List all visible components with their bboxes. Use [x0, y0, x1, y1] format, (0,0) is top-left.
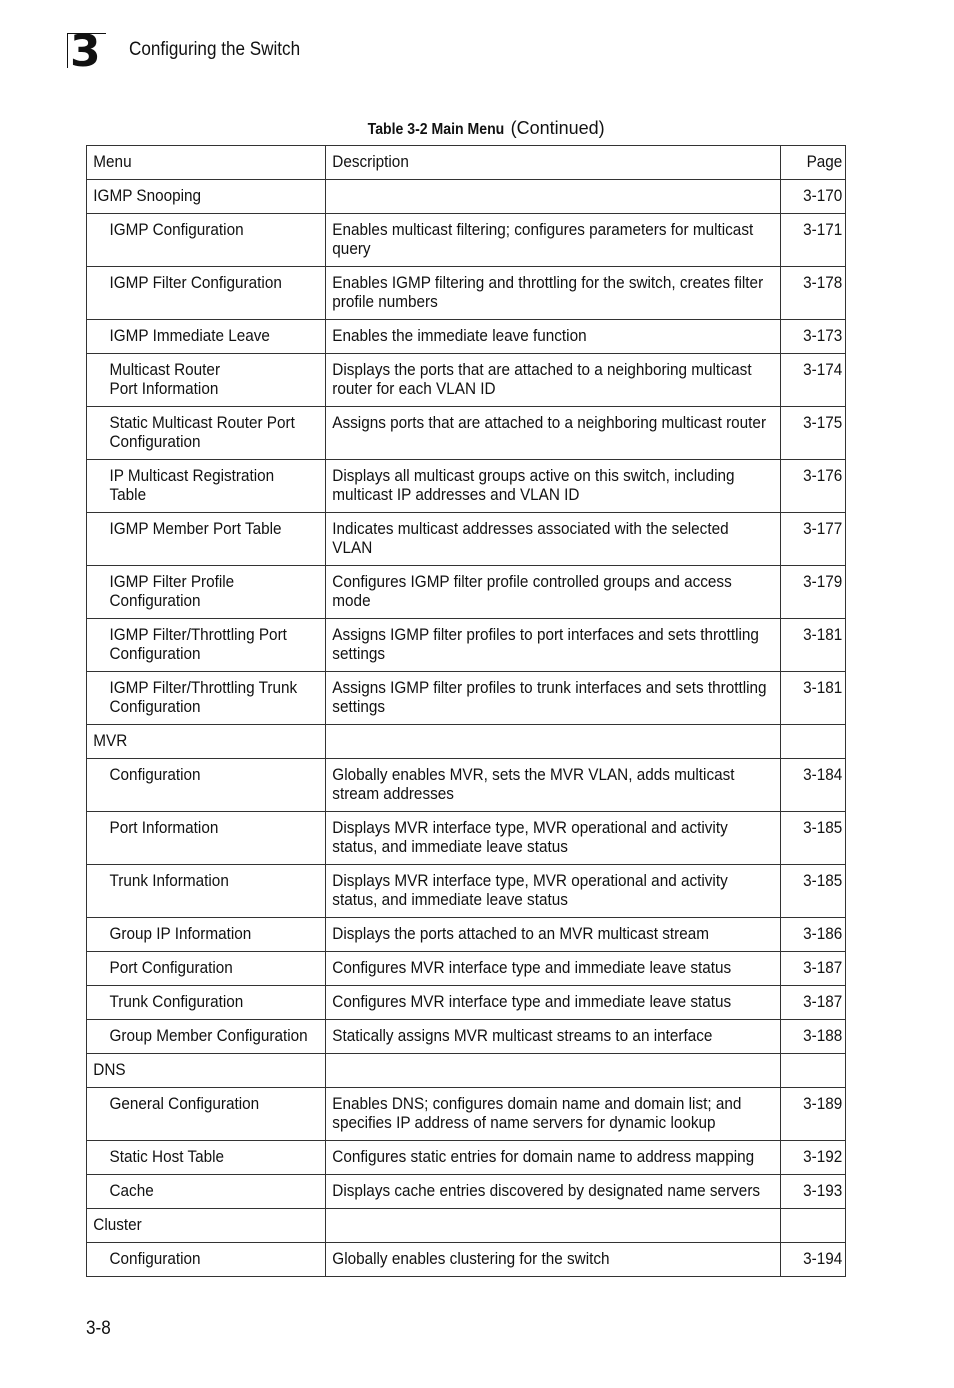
- table-caption: [0, 117, 954, 141]
- page-cell-text: 3-186: [803, 924, 843, 943]
- page-cell: [781, 460, 846, 513]
- page-cell-text: 3-187: [803, 992, 843, 1011]
- table-header-row: [87, 146, 846, 180]
- table-row: [87, 1054, 846, 1088]
- description-cell-text: Assigns ports that are attached to a neighboring multicast router: [332, 413, 767, 432]
- menu-cell: [87, 952, 326, 986]
- description-cell: [326, 1088, 781, 1141]
- menu-cell: [87, 1088, 326, 1141]
- description-cell: [326, 267, 781, 320]
- menu-cell-text: Configuration: [109, 765, 201, 784]
- description-cell-text: Displays the ports attached to an MVR multicast stream: [332, 924, 710, 943]
- table-row: [87, 1020, 846, 1054]
- menu-cell: [87, 267, 326, 320]
- page-cell: [781, 672, 846, 725]
- page-cell: [781, 759, 846, 812]
- menu-cell: [87, 918, 326, 952]
- description-cell: [326, 1209, 781, 1243]
- menu-cell: [87, 1141, 326, 1175]
- menu-cell-text: Group Member Configuration: [109, 1026, 308, 1045]
- description-cell-text: Configures MVR interface type and immediate leave status: [332, 992, 732, 1011]
- description-cell: [326, 214, 781, 267]
- description-cell-text: Configures static entries for domain name to address mapping: [332, 1147, 755, 1166]
- header-page-label: Page: [806, 152, 843, 171]
- page-cell: [781, 214, 846, 267]
- page-cell: [781, 1020, 846, 1054]
- header-cell-menu: [87, 146, 326, 180]
- menu-cell-text: IP Multicast Registration Table: [109, 466, 275, 504]
- description-cell: [326, 865, 781, 918]
- description-cell-text: [326, 725, 735, 731]
- menu-cell: [87, 407, 326, 460]
- description-cell-text: Enables the immediate leave function: [332, 326, 587, 345]
- menu-cell: [87, 180, 326, 214]
- description-cell-text: Globally enables clustering for the switch: [332, 1249, 610, 1268]
- description-cell-text: Displays MVR interface type, MVR operational and activity status, and immediate leave status: [332, 871, 728, 909]
- table-row: [87, 725, 846, 759]
- table-row: [87, 619, 846, 672]
- description-cell: [326, 354, 781, 407]
- page-cell: [781, 1054, 846, 1088]
- menu-cell: [87, 1175, 326, 1209]
- page-cell-text: 3-171: [803, 220, 843, 239]
- table-row: [87, 952, 846, 986]
- table-row: [87, 460, 846, 513]
- menu-cell: [87, 566, 326, 619]
- page-cell: [781, 619, 846, 672]
- table-row: [87, 1088, 846, 1141]
- page-cell: [781, 986, 846, 1020]
- page-cell-text: 3-181: [803, 678, 843, 697]
- description-cell-text: [326, 180, 735, 186]
- page-cell-text: 3-185: [803, 871, 843, 890]
- menu-cell-text: Port Information: [109, 818, 219, 837]
- page-cell: [781, 812, 846, 865]
- menu-cell: [87, 865, 326, 918]
- menu-cell: [87, 1209, 326, 1243]
- menu-cell: [87, 986, 326, 1020]
- description-cell-text: Enables multicast filtering; configures parameters for multicast query: [332, 220, 754, 258]
- page-cell: [781, 267, 846, 320]
- description-cell-text: Indicates multicast addresses associated with the selected VLAN: [332, 519, 729, 557]
- header-cell-page: [781, 146, 846, 180]
- description-cell-text: [326, 1209, 735, 1215]
- description-cell-text: Enables DNS; configures domain name and domain list; and specifies IP address of name servers for dynamic lookup: [332, 1094, 742, 1132]
- page-cell-text: 3-187: [803, 958, 843, 977]
- page-cell: [781, 320, 846, 354]
- description-cell: [326, 513, 781, 566]
- table-row: [87, 407, 846, 460]
- page-cell-text: 3-194: [803, 1249, 843, 1268]
- table-row: [87, 1141, 846, 1175]
- menu-cell: [87, 725, 326, 759]
- table-row: [87, 1209, 846, 1243]
- description-cell: [326, 1020, 781, 1054]
- table-row: [87, 267, 846, 320]
- description-cell: [326, 1141, 781, 1175]
- menu-cell-text: IGMP Filter/Throttling Port Configuration: [109, 625, 287, 663]
- page-cell: [781, 952, 846, 986]
- menu-cell-text: Trunk Configuration: [109, 992, 244, 1011]
- header-description-label: Description: [332, 152, 409, 171]
- description-cell-text: Assigns IGMP filter profiles to port interfaces and sets throttling settings: [332, 625, 759, 663]
- menu-cell-text: MVR: [93, 731, 128, 750]
- table-row: [87, 865, 846, 918]
- description-cell: [326, 918, 781, 952]
- menu-cell: [87, 214, 326, 267]
- menu-cell-text: DNS: [93, 1060, 126, 1079]
- menu-cell-text: Multicast Router Port Information: [109, 360, 221, 398]
- description-cell-text: Displays cache entries discovered by designated name servers: [332, 1181, 761, 1200]
- table-caption-label: Table 3-2 Main Menu: [367, 121, 505, 138]
- description-cell: [326, 566, 781, 619]
- page-cell-text: [787, 725, 845, 731]
- description-cell: [326, 320, 781, 354]
- menu-cell: [87, 1020, 326, 1054]
- description-cell: [326, 986, 781, 1020]
- menu-cell-text: Cluster: [93, 1215, 142, 1234]
- menu-cell: [87, 320, 326, 354]
- table-row: [87, 759, 846, 812]
- description-cell: [326, 812, 781, 865]
- description-cell-text: Displays MVR interface type, MVR operational and activity status, and immediate leave status: [332, 818, 728, 856]
- menu-cell-text: Trunk Information: [109, 871, 229, 890]
- menu-cell-text: Configuration: [109, 1249, 201, 1268]
- menu-cell-text: General Configuration: [109, 1094, 260, 1113]
- page-cell-text: 3-192: [803, 1147, 843, 1166]
- menu-cell-text: Port Configuration: [109, 958, 233, 977]
- table-row: [87, 812, 846, 865]
- page-cell: [781, 566, 846, 619]
- menu-cell: [87, 619, 326, 672]
- page-cell-text: 3-179: [803, 572, 843, 591]
- page-cell-text: 3-177: [803, 519, 843, 538]
- page-cell: [781, 407, 846, 460]
- page-cell: [781, 1141, 846, 1175]
- page-cell: [781, 918, 846, 952]
- page-cell: [781, 1175, 846, 1209]
- page-cell-text: 3-193: [803, 1181, 843, 1200]
- menu-cell: [87, 812, 326, 865]
- page-cell-text: 3-181: [803, 625, 843, 644]
- description-cell: [326, 952, 781, 986]
- description-cell: [326, 407, 781, 460]
- description-cell: [326, 672, 781, 725]
- page-cell-text: [787, 1054, 845, 1060]
- menu-cell-text: Static Multicast Router Port Configuration: [109, 413, 295, 451]
- menu-cell-text: IGMP Configuration: [109, 220, 244, 239]
- menu-cell: [87, 672, 326, 725]
- page-cell-text: 3-185: [803, 818, 843, 837]
- table-row: [87, 354, 846, 407]
- menu-cell: [87, 513, 326, 566]
- description-cell-text: Globally enables MVR, sets the MVR VLAN, adds multicast stream addresses: [332, 765, 735, 803]
- chapter-number: 3: [70, 26, 101, 77]
- description-cell: [326, 1054, 781, 1088]
- page-cell: [781, 1243, 846, 1277]
- page-cell: [781, 513, 846, 566]
- page-cell: [781, 180, 846, 214]
- description-cell-text: Enables IGMP filtering and throttling for the switch, creates filter profile numbers: [332, 273, 764, 311]
- menu-cell: [87, 354, 326, 407]
- main-menu-table: [86, 145, 846, 1277]
- table-row: [87, 1243, 846, 1277]
- table-row: [87, 1175, 846, 1209]
- description-cell: [326, 725, 781, 759]
- page-cell-text: 3-189: [803, 1094, 843, 1113]
- page-cell-text: 3-170: [803, 186, 843, 205]
- chapter-title: Configuring the Switch: [129, 39, 301, 60]
- table-row: [87, 513, 846, 566]
- menu-cell-text: Group IP Information: [109, 924, 252, 943]
- menu-cell-text: IGMP Filter Configuration: [109, 273, 282, 292]
- menu-cell-text: IGMP Filter/Throttling Trunk Configuration: [109, 678, 298, 716]
- menu-cell: [87, 1243, 326, 1277]
- table-row: [87, 566, 846, 619]
- page-cell-text: [787, 1209, 845, 1215]
- menu-cell: [87, 460, 326, 513]
- table-row: [87, 214, 846, 267]
- description-cell-text: Displays all multicast groups active on this switch, including multicast IP addresses and VLAN ID: [332, 466, 735, 504]
- menu-cell: [87, 1054, 326, 1088]
- table-row: [87, 320, 846, 354]
- menu-cell-text: IGMP Member Port Table: [109, 519, 282, 538]
- menu-cell-text: IGMP Immediate Leave: [109, 326, 270, 345]
- menu-cell-text: Cache: [109, 1181, 154, 1200]
- description-cell-text: Statically assigns MVR multicast streams to an interface: [332, 1026, 713, 1045]
- page-cell: [781, 1088, 846, 1141]
- page-cell-text: 3-184: [803, 765, 843, 784]
- menu-cell-text: IGMP Filter Profile Configuration: [109, 572, 235, 610]
- table-row: [87, 986, 846, 1020]
- description-cell-text: [326, 1054, 735, 1060]
- menu-cell-text: Static Host Table: [109, 1147, 225, 1166]
- description-cell: [326, 1175, 781, 1209]
- description-cell: [326, 759, 781, 812]
- description-cell-text: Configures MVR interface type and immediate leave status: [332, 958, 732, 977]
- page-cell: [781, 354, 846, 407]
- header-cell-description: [326, 146, 781, 180]
- page-cell-text: 3-188: [803, 1026, 843, 1045]
- page-cell: [781, 1209, 846, 1243]
- description-cell-text: Assigns IGMP filter profiles to trunk interfaces and sets throttling settings: [332, 678, 767, 716]
- page-number: 3-8: [86, 1318, 111, 1339]
- description-cell-text: Displays the ports that are attached to a neighboring multicast router for each VLAN ID: [332, 360, 752, 398]
- page-cell: [781, 865, 846, 918]
- page-cell-text: 3-174: [803, 360, 843, 379]
- page-cell-text: 3-175: [803, 413, 843, 432]
- page-cell-text: 3-173: [803, 326, 843, 345]
- table-body: [87, 146, 846, 1277]
- table-caption-continued: (Continued): [510, 118, 605, 138]
- menu-cell-text: IGMP Snooping: [93, 186, 202, 205]
- menu-cell: [87, 759, 326, 812]
- description-cell: [326, 460, 781, 513]
- table-row: [87, 918, 846, 952]
- description-cell: [326, 619, 781, 672]
- header-menu-label: Menu: [93, 152, 132, 171]
- table-row: [87, 672, 846, 725]
- description-cell-text: Configures IGMP filter profile controlled groups and access mode: [332, 572, 732, 610]
- page-cell-text: 3-176: [803, 466, 843, 485]
- page-cell-text: 3-178: [803, 273, 843, 292]
- description-cell: [326, 1243, 781, 1277]
- table-row: [87, 180, 846, 214]
- description-cell: [326, 180, 781, 214]
- page-cell: [781, 725, 846, 759]
